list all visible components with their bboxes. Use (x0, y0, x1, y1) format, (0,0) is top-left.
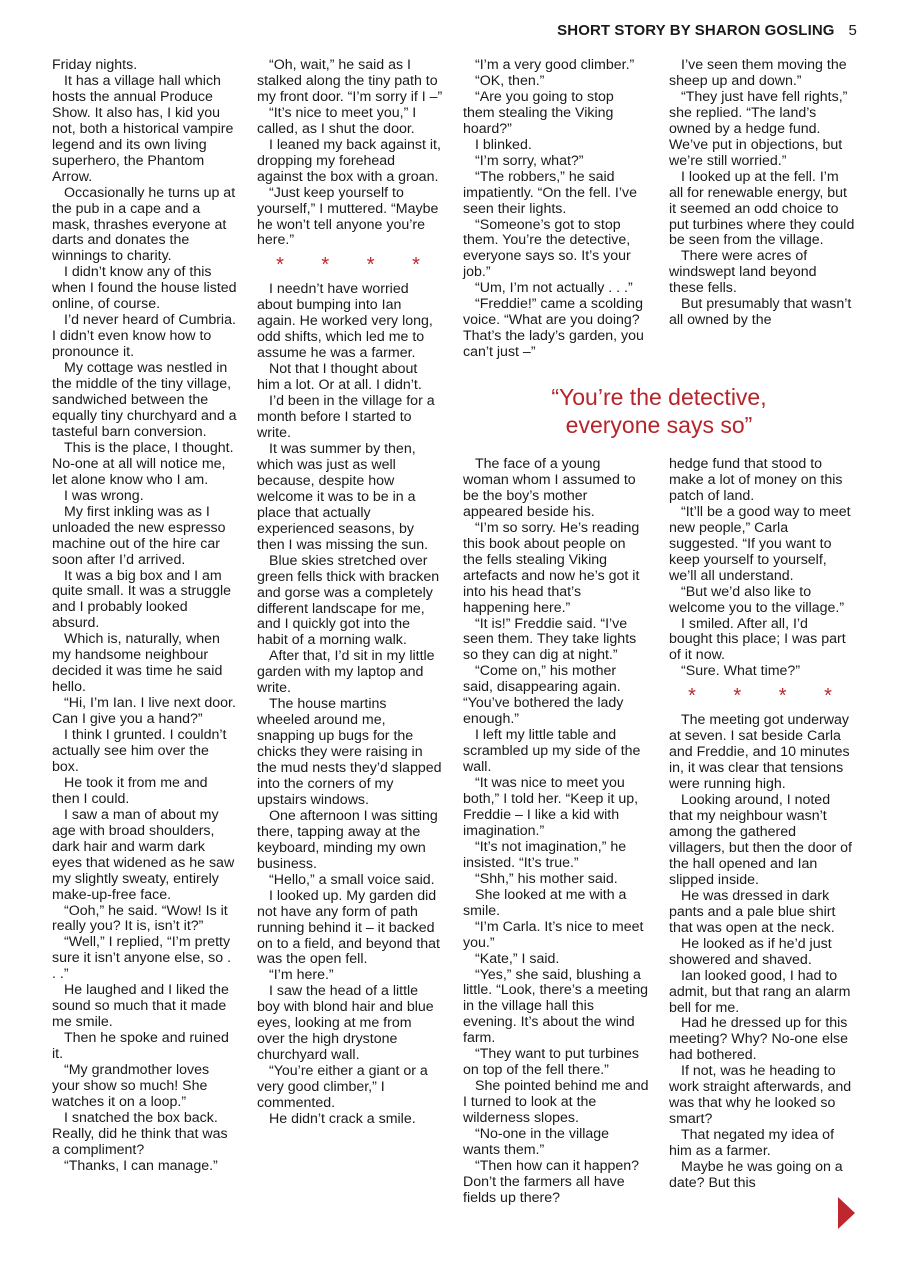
paragraph: “Hello,” a small voice said. (269, 871, 435, 888)
paragraph: Blue skies stretched over green fells thick with bracken and gorse was a completely different landscape for me, and I quickly got into the habit of a morning walk. (257, 552, 440, 649)
paragraph: “I’m here.” (269, 967, 334, 984)
page-number: 5 (848, 22, 857, 39)
paragraph: I think I grunted. I couldn’t actually see him over the box. (52, 727, 227, 775)
scene-break-stars: * * * * (688, 685, 848, 708)
paragraph: “I’m so sorry. He’s reading this book about people on the fells stealing Viking artefacts and now he’s got it into his head that’s happening here.” (463, 519, 640, 616)
paragraph-group (52, 58, 238, 1175)
paragraph: There were acres of windswept land beyond these fells. (669, 248, 817, 297)
paragraph: Friday nights. (52, 57, 138, 73)
paragraph: I didn’t know any of this when I found the house listed online, of course. (52, 264, 237, 313)
paragraph: My first inkling was as I unloaded the new espresso machine out of the hire car soon after I’d arrived. (52, 503, 226, 568)
pull-quote (463, 383, 855, 439)
pull-quote-line: everyone says so” (565, 412, 753, 438)
paragraph: I was wrong. (64, 487, 144, 504)
paragraph: I saw the head of a little boy with blond hair and blue eyes, looking at me from over the high drystone churchyard wall. (257, 983, 434, 1064)
paragraph: That negated my idea of him as a farmer. (669, 1127, 835, 1160)
story-byline: SHORT STORY BY SHARON GOSLING (557, 22, 835, 39)
paragraph: “Come on,” his mother said, disappearing again. “You’ve bothered the lady enough.” (463, 663, 624, 728)
paragraph: She looked at me with a smile. (463, 886, 627, 919)
paragraph: “Just keep yourself to yourself,” I muttered. “Maybe he won’t tell anyone you’re here.” (257, 184, 439, 249)
paragraph: “Kate,” I said. (475, 950, 560, 967)
paragraph: Then he spoke and ruined it. (52, 1030, 229, 1063)
paragraph: I leaned my back against it, dropping my forehead against the box with a groan. (257, 136, 441, 185)
paragraph: He looked as if he’d just showered and shaved. (669, 935, 832, 968)
paragraph: I snatched the box back. Really, did he think that was a compliment? (52, 1109, 228, 1158)
paragraph: “You’re either a giant or a very good climber,” I commented. (257, 1063, 428, 1112)
paragraph: “Yes,” she said, blushing a little. “Look, there’s a meeting in the village hall this evening. It’s about the wind farm. (463, 966, 649, 1047)
paragraph: It has a village hall which hosts the annual Produce Show. It also has, I kid you not, both a historical vampire legend and its own living superhero, the Phantom Arrow. (52, 72, 234, 185)
paragraph: One afternoon I was sitting there, tapping away at the keyboard, minding my own business. (257, 807, 438, 872)
paragraph: I saw a man of about my age with broad shoulders, dark hair and warm dark eyes that widened as he saw my slightly sweaty, entirely make-up-free face. (52, 806, 235, 903)
paragraph: “No-one in the village wants them.” (463, 1126, 610, 1158)
paragraph: The face of a young woman whom I assumed to be the boy’s mother appeared beside his. (463, 456, 636, 520)
paragraph: Looking around, I noted that my neighbour wasn’t among the gathered villagers, but then the door of the hall opened and Ian slipped inside. (669, 792, 852, 888)
paragraph: “I’m Carla. It’s nice to meet you.” (463, 918, 644, 951)
paragraph: “It’s nice to meet you,” I called, as I shut the door. (257, 104, 417, 137)
paragraph: “Someone’s got to stop them. You’re the detective, everyone says so. It’s your job.” (463, 216, 631, 281)
paragraph: Which is, naturally, when my handsome neighbour decided it was time he said hello. (52, 631, 223, 696)
paragraph: It was a big box and I am quite small. It was a struggle and I probably looked absurd. (52, 567, 231, 632)
paragraph: “Freddie!” came a scolding voice. “What are you doing? That’s the lady’s garden, you can’t just –” (463, 296, 644, 361)
arrow-right-icon[interactable] (838, 1197, 855, 1229)
paragraph: “Ooh,” he said. “Wow! Is it really you? It is, isn’t it?” (52, 902, 228, 935)
paragraph: She pointed behind me and I turned to look at the wilderness slopes. (463, 1078, 649, 1127)
running-header (557, 22, 857, 39)
paragraph-group (257, 282, 443, 1128)
paragraph: “OK, then.” (475, 72, 545, 89)
paragraph: After that, I’d sit in my little garden with my laptop and write. (257, 648, 435, 697)
paragraph: “It’s not imagination,” he insisted. “It’s true.” (463, 838, 627, 871)
paragraph: It was summer by then, which was just as well because, despite how welcome it was to be in a place that actually experienced seasons, by then I was missing the sun. (257, 440, 429, 553)
paragraph: I blinked. (475, 136, 532, 153)
paragraph: Occasionally he turns up at the pub in a cape and a mask, thrashes everyone at darts and donates the winnings to charity. (52, 184, 236, 265)
paragraph: I’ve seen them moving the sheep up and down.” (669, 57, 847, 89)
paragraph: If not, was he heading to work straight afterwards, and was that why he looked so smart? (669, 1063, 852, 1128)
paragraph: Had he dressed up for this meeting? Why? No-one else had bothered. (669, 1015, 849, 1064)
paragraph: “They just have fell rights,” she replied. “The land’s owned by a hedge fund. We’ve put in objections, but we’re still worried.” (669, 88, 848, 169)
text-column-4-upper (669, 58, 855, 329)
paragraph: “They want to put turbines on top of the fell there.” (463, 1046, 640, 1079)
paragraph: “Hi, I’m Ian. I live next door. Can I give you a hand?” (52, 695, 236, 728)
paragraph: My cottage was nestled in the middle of the tiny village, sandwiched between the equally tiny churchyard and a tasteful barn conversion. (52, 360, 237, 440)
paragraph: “Shh,” his mother said. (475, 870, 618, 887)
paragraph: I needn’t have worried about bumping into Ian again. He worked very long, odd shifts, which led me to assume he was a farmer. (257, 281, 433, 362)
paragraph: I looked up at the fell. I’m all for renewable energy, but it seemed an odd choice to put turbines where they could be seen from the village. (669, 168, 855, 249)
paragraph-group (257, 58, 443, 249)
paragraph-group (669, 457, 855, 680)
paragraph: “It was nice to meet you both,” I told her. “Keep it up, Freddie – I like a kid with imagination.” (463, 775, 639, 839)
paragraph: Maybe he was going on a date? But this (669, 1159, 843, 1191)
paragraph: “I’m sorry, what?” (475, 152, 584, 169)
paragraph: He didn’t crack a smile. (269, 1111, 416, 1127)
paragraph: “Are you going to stop them stealing the Viking hoard?” (463, 88, 614, 137)
paragraph: The meeting got underway at seven. I sat beside Carla and Freddie, and 10 minutes in, it was clear that tensions were running high. (669, 712, 850, 793)
paragraph: This is the place, I thought. No-one at all will notice me, let alone know who I am. (52, 439, 234, 488)
paragraph: “I’m a very good climber.” (475, 57, 635, 73)
paragraph: But presumably that wasn’t all owned by the (669, 296, 852, 329)
paragraph: I’d never heard of Cumbria. I didn’t even know how to pronounce it. (52, 312, 236, 361)
paragraph-group (463, 58, 649, 361)
paragraph: hedge fund that stood to make a lot of money on this patch of land. (669, 456, 843, 504)
text-column-1 (52, 58, 238, 1175)
paragraph: I looked up. My garden did not have any form of path running behind it – it backed on to a field, and beyond that was the open fell. (257, 887, 441, 968)
paragraph: “Then how can it happen? Don’t the farmers all have fields up there? (463, 1157, 640, 1206)
paragraph-group (669, 58, 855, 329)
paragraph: I smiled. After all, I’d bought this place; I was part of it now. (669, 615, 846, 664)
paragraph: “Oh, wait,” he said as I stalked along the tiny path to my front door. “I’m sorry if I –” (257, 57, 443, 105)
text-column-3-lower (463, 457, 649, 1207)
paragraph: “It is!” Freddie said. “I’ve seen them. They take lights so they can dig at night.” (463, 615, 637, 664)
paragraph: “Sure. What time?” (681, 663, 801, 680)
paragraph: “Um, I’m not actually . . .” (475, 280, 633, 297)
paragraph: “The robbers,” he said impatiently. “On the fell. I’ve seen their lights. (463, 168, 637, 217)
text-column-4-lower (669, 457, 855, 1192)
text-column-3-upper (463, 58, 649, 361)
paragraph: “It’ll be a good way to meet new people,” Carla suggested. “If you want to keep yourself to yourself, we’ll all understand. (669, 503, 851, 584)
text-column-2 (257, 58, 443, 1128)
paragraph: Not that I thought about him a lot. Or at all. I didn’t. (257, 361, 422, 394)
scene-break-stars: * * * * (276, 254, 436, 277)
paragraph: “My grandmother loves your show so much! She watches it on a loop.” (52, 1062, 210, 1110)
paragraph: “Thanks, I can manage.” (64, 1157, 218, 1174)
paragraph-group (669, 713, 855, 1192)
paragraph-group (463, 457, 649, 1207)
paragraph: I left my little table and scrambled up my side of the wall. (463, 727, 641, 776)
paragraph: The house martins wheeled around me, snapping up bugs for the chicks they were raising in the mud nests they’d slapped into the corners of my upstairs windows. (257, 696, 442, 808)
paragraph: “But we’d also like to welcome you to the village.” (669, 583, 845, 616)
pull-quote-line: “You’re the detective, (551, 384, 767, 410)
paragraph: He took it from me and then I could. (52, 774, 208, 807)
paragraph: He laughed and I liked the sound so much that it made me smile. (52, 982, 229, 1031)
paragraph: I’d been in the village for a month before I started to write. (257, 393, 435, 442)
paragraph: Ian looked good, I had to admit, but that rang an alarm bell for me. (669, 967, 851, 1016)
paragraph: “Well,” I replied, “I’m pretty sure it isn’t anyone else, so . . .” (52, 934, 232, 983)
paragraph: He was dressed in dark pants and a pale blue shirt that was open at the neck. (669, 887, 836, 936)
